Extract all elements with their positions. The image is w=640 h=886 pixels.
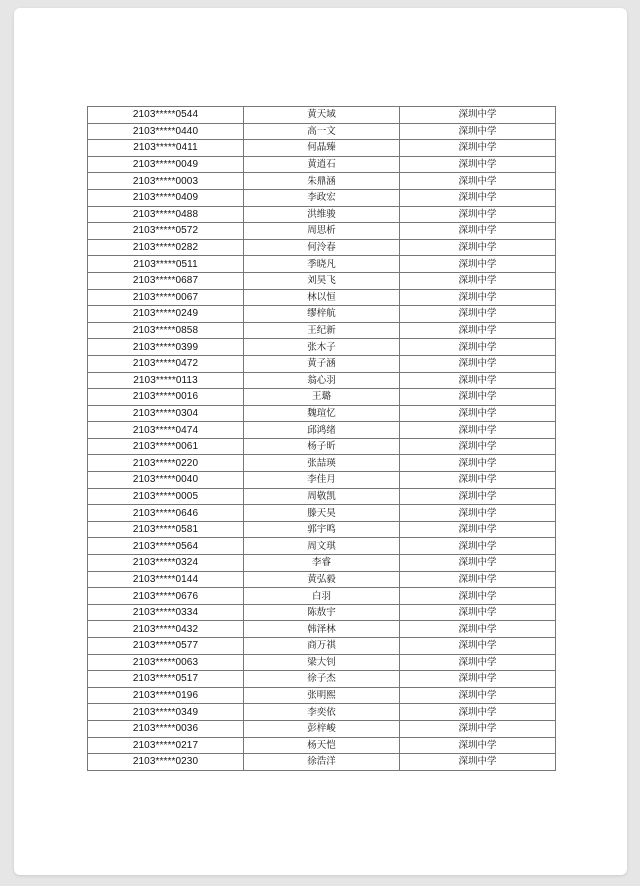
school-cell: 深圳中学 (400, 322, 556, 339)
student-id-cell: 2103*****0217 (88, 737, 244, 754)
student-id-cell: 2103*****0676 (88, 588, 244, 605)
student-name-cell: 陈敖宇 (244, 604, 400, 621)
student-name-cell: 徐浩洋 (244, 754, 400, 771)
school-cell: 深圳中学 (400, 306, 556, 323)
student-name-cell: 李睿 (244, 555, 400, 572)
school-cell: 深圳中学 (400, 621, 556, 638)
table-row (88, 671, 556, 688)
student-id-cell: 2103*****0061 (88, 438, 244, 455)
table-row (88, 239, 556, 256)
student-name-cell: 林以恒 (244, 289, 400, 306)
school-cell: 深圳中学 (400, 704, 556, 721)
table-row (88, 521, 556, 538)
table-row (88, 372, 556, 389)
school-cell: 深圳中学 (400, 206, 556, 223)
student-name-cell: 徐子杰 (244, 671, 400, 688)
table-row (88, 206, 556, 223)
school-cell: 深圳中学 (400, 488, 556, 505)
student-name-cell: 周文琪 (244, 538, 400, 555)
table-row (88, 654, 556, 671)
student-name-cell: 黄子涵 (244, 355, 400, 372)
school-cell: 深圳中学 (400, 720, 556, 737)
table-row (88, 555, 556, 572)
table-row (88, 588, 556, 605)
student-id-cell: 2103*****0687 (88, 272, 244, 289)
student-name-cell: 周思析 (244, 223, 400, 240)
student-name-cell: 梁大钊 (244, 654, 400, 671)
table-row (88, 123, 556, 140)
student-id-cell: 2103*****0003 (88, 173, 244, 190)
school-cell: 深圳中学 (400, 588, 556, 605)
table-row (88, 289, 556, 306)
student-id-cell: 2103*****0646 (88, 505, 244, 522)
student-id-cell: 2103*****0581 (88, 521, 244, 538)
student-id-cell: 2103*****0113 (88, 372, 244, 389)
student-id-cell: 2103*****0016 (88, 389, 244, 406)
school-cell: 深圳中学 (400, 372, 556, 389)
student-id-cell: 2103*****0488 (88, 206, 244, 223)
table-row (88, 223, 556, 240)
school-cell: 深圳中学 (400, 754, 556, 771)
student-name-cell: 郭宇鸣 (244, 521, 400, 538)
student-name-cell: 张明熙 (244, 687, 400, 704)
table-row (88, 604, 556, 621)
student-id-cell: 2103*****0230 (88, 754, 244, 771)
student-name-cell: 滕天昊 (244, 505, 400, 522)
table-row (88, 272, 556, 289)
school-cell: 深圳中学 (400, 189, 556, 206)
table-row (88, 355, 556, 372)
school-cell: 深圳中学 (400, 654, 556, 671)
table-row (88, 754, 556, 771)
school-cell: 深圳中学 (400, 455, 556, 472)
student-name-cell: 何泠春 (244, 239, 400, 256)
school-cell: 深圳中学 (400, 737, 556, 754)
student-name-cell: 张木子 (244, 339, 400, 356)
student-id-cell: 2103*****0440 (88, 123, 244, 140)
table-row (88, 256, 556, 273)
table-row (88, 505, 556, 522)
student-id-cell: 2103*****0472 (88, 355, 244, 372)
table-row (88, 173, 556, 190)
student-name-cell: 王纪新 (244, 322, 400, 339)
school-cell: 深圳中学 (400, 223, 556, 240)
table-row (88, 472, 556, 489)
school-cell: 深圳中学 (400, 671, 556, 688)
student-id-cell: 2103*****0063 (88, 654, 244, 671)
student-name-cell: 缪梓航 (244, 306, 400, 323)
student-id-cell: 2103*****0067 (88, 289, 244, 306)
table-row (88, 621, 556, 638)
school-cell: 深圳中学 (400, 123, 556, 140)
student-name-cell: 魏瑄忆 (244, 405, 400, 422)
student-name-cell: 黄弘毅 (244, 571, 400, 588)
school-cell: 深圳中学 (400, 571, 556, 588)
table-row (88, 422, 556, 439)
student-id-cell: 2103*****0544 (88, 107, 244, 124)
student-name-cell: 李佳月 (244, 472, 400, 489)
school-cell: 深圳中学 (400, 505, 556, 522)
student-name-cell: 黄逍石 (244, 156, 400, 173)
table-row (88, 107, 556, 124)
table-row (88, 638, 556, 655)
table-row (88, 687, 556, 704)
table-row (88, 339, 556, 356)
table-row (88, 737, 556, 754)
school-cell: 深圳中学 (400, 289, 556, 306)
student-id-cell: 2103*****0572 (88, 223, 244, 240)
student-id-cell: 2103*****0249 (88, 306, 244, 323)
school-cell: 深圳中学 (400, 638, 556, 655)
school-cell: 深圳中学 (400, 521, 556, 538)
school-cell: 深圳中学 (400, 272, 556, 289)
student-id-cell: 2103*****0474 (88, 422, 244, 439)
table-row (88, 571, 556, 588)
school-cell: 深圳中学 (400, 256, 556, 273)
student-id-cell: 2103*****0432 (88, 621, 244, 638)
school-cell: 深圳中学 (400, 472, 556, 489)
student-id-cell: 2103*****0036 (88, 720, 244, 737)
student-id-cell: 2103*****0220 (88, 455, 244, 472)
table-row (88, 704, 556, 721)
student-name-cell: 张喆瑛 (244, 455, 400, 472)
school-cell: 深圳中学 (400, 140, 556, 157)
student-id-cell: 2103*****0334 (88, 604, 244, 621)
roster-table (87, 106, 556, 771)
table-row (88, 455, 556, 472)
student-name-cell: 杨天恺 (244, 737, 400, 754)
student-name-cell: 翁心羽 (244, 372, 400, 389)
student-name-cell: 李政宏 (244, 189, 400, 206)
student-name-cell: 朱鼎涵 (244, 173, 400, 190)
student-name-cell: 季晓凡 (244, 256, 400, 273)
student-name-cell: 何晶臻 (244, 140, 400, 157)
table-row (88, 140, 556, 157)
student-id-cell: 2103*****0005 (88, 488, 244, 505)
table-row (88, 438, 556, 455)
student-id-cell: 2103*****0144 (88, 571, 244, 588)
school-cell: 深圳中学 (400, 438, 556, 455)
school-cell: 深圳中学 (400, 107, 556, 124)
table-row (88, 322, 556, 339)
school-cell: 深圳中学 (400, 389, 556, 406)
table-row (88, 306, 556, 323)
school-cell: 深圳中学 (400, 405, 556, 422)
student-id-cell: 2103*****0511 (88, 256, 244, 273)
student-name-cell: 商万祺 (244, 638, 400, 655)
table-row (88, 389, 556, 406)
student-id-cell: 2103*****0564 (88, 538, 244, 555)
student-name-cell: 白羽 (244, 588, 400, 605)
table-row (88, 488, 556, 505)
student-id-cell: 2103*****0304 (88, 405, 244, 422)
student-name-cell: 王璐 (244, 389, 400, 406)
table-row (88, 720, 556, 737)
school-cell: 深圳中学 (400, 687, 556, 704)
student-id-cell: 2103*****0399 (88, 339, 244, 356)
student-name-cell: 洪维骏 (244, 206, 400, 223)
student-id-cell: 2103*****0282 (88, 239, 244, 256)
student-id-cell: 2103*****0577 (88, 638, 244, 655)
roster-table-body (88, 107, 556, 771)
student-id-cell: 2103*****0349 (88, 704, 244, 721)
student-name-cell: 高一文 (244, 123, 400, 140)
student-name-cell: 周敬凯 (244, 488, 400, 505)
student-id-cell: 2103*****0411 (88, 140, 244, 157)
student-name-cell: 杨子昕 (244, 438, 400, 455)
table-row (88, 538, 556, 555)
student-id-cell: 2103*****0409 (88, 189, 244, 206)
school-cell: 深圳中学 (400, 538, 556, 555)
student-id-cell: 2103*****0049 (88, 156, 244, 173)
student-name-cell: 李奕依 (244, 704, 400, 721)
school-cell: 深圳中学 (400, 555, 556, 572)
student-id-cell: 2103*****0517 (88, 671, 244, 688)
student-name-cell: 邱鸿绪 (244, 422, 400, 439)
school-cell: 深圳中学 (400, 156, 556, 173)
table-row (88, 189, 556, 206)
school-cell: 深圳中学 (400, 422, 556, 439)
school-cell: 深圳中学 (400, 239, 556, 256)
student-name-cell: 刘昊飞 (244, 272, 400, 289)
student-id-cell: 2103*****0040 (88, 472, 244, 489)
school-cell: 深圳中学 (400, 355, 556, 372)
table-row (88, 405, 556, 422)
student-id-cell: 2103*****0196 (88, 687, 244, 704)
school-cell: 深圳中学 (400, 604, 556, 621)
student-name-cell: 黄天域 (244, 107, 400, 124)
student-name-cell: 彭梓峻 (244, 720, 400, 737)
school-cell: 深圳中学 (400, 339, 556, 356)
student-name-cell: 韩泽林 (244, 621, 400, 638)
student-id-cell: 2103*****0324 (88, 555, 244, 572)
table-row (88, 156, 556, 173)
student-id-cell: 2103*****0858 (88, 322, 244, 339)
school-cell: 深圳中学 (400, 173, 556, 190)
